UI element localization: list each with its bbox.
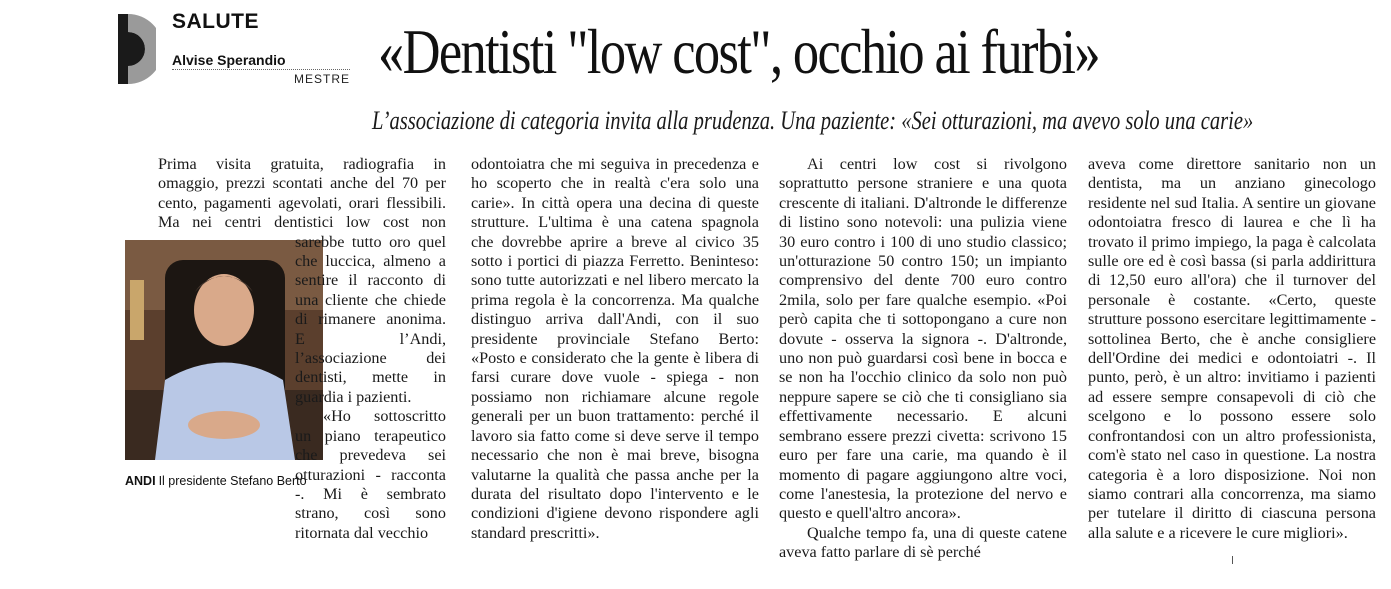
article-paragraph: aveva come direttore sanitario non un dentista, ma un anziano ginecologo residente nel sud Italia. A sentire un giovane odontoiatra fresco di laurea e che lì ha trovato il primo impiego, la paga è calcolata sulle ore ed è così bassa (si parla addirittura di 12,50 euro all'ora) che il turnover del personale è costante. «Certo, queste strutture possono esercitare legittimamente - sottolinea Berto, che è anche consigliere dell'Ordine dei medici e odontoiatri -. Il punto, però, è un altro: invitiamo i pazienti ad essere sempre consapevoli di ciò che scelgono e lo possono essere solo confrontandosi con un altro professionista, com'è stato nel caso in questione. La nostra categoria è a loro disposizione. Noi non siamo contrari alla concorrenza, ma siamo per tutelare il diritto di ciascuna persona alla salute e a ricevere le cure migliori». [1088, 155, 1376, 542]
article-paragraph: «Ho sottoscritto un piano terapeutico che prevedeva sei otturazioni - racconta -. Mi è sembrato strano, così sono ritornata dal vecchio [295, 407, 446, 542]
end-mark [1232, 556, 1233, 564]
article-paragraph: odontoiatra che mi seguiva in precedenza e ho scoperto che in realtà c'era solo una carie». In città opera una decina di queste strutture. L'ultima è una catena spagnola che dovrebbe aprire a breve al civico 35 sotto i portici di piazza Ferretto. Beninteso: sono tutte autorizzati e nel libero mercato la prima regola è la concorrenza. Ma qualche distinguo arriva dall'Andi, con il suo presidente provinciale Stefano Berto: «Posto e considerato che la gente è libera di farsi curare dove vuole - spiega - non possiamo non richiamare alcune regole generali per un buon trattamento: perché il lavoro sia fatto come si deve serve il tempo necessario che non è mai breve, bisogna valutarne la qualità che passa anche per la durata del risultato dopo l'intervento e le condizioni d'igiene devono rispondere agli standard prescritti». [471, 155, 759, 542]
article-column-4 [1088, 155, 1376, 543]
article-column-2 [471, 155, 759, 543]
photo-caption-label: ANDI [125, 474, 156, 488]
article-paragraph: Prima visita gratuita, radiografia in omaggio, prezzi scontati anche del 70 per cento, pagamenti agevolati, orari flessibili. Ma nei centri dentistici low cost non sarebbe tutto oro quel che luccica, almeno a sentire il racconto di una cliente che chiede di rimanere anonima. E l’Andi, l’associazione dei dentisti, mette in guardia i pazienti. [158, 155, 446, 406]
photo-caption-text: Il presidente Stefano Berto [158, 474, 307, 488]
headline: «Dentisti "low cost", occhio ai furbi» [378, 16, 1099, 87]
article-paragraph: Ai centri low cost si rivolgono soprattutto persone straniere e una quota crescente di italiani. D'altronde le differenze di listino sono notevoli: una pulizia viene 30 euro contro i 100 di uno studio classico; un'otturazione 50 contro 150; un impianto comprensivo del dente 700 euro contro 2mila, solo per fare qualche esempio. «Poi però capita che ti sottopongano a cure non dovute - osserva la signora -. D'altronde, uno non può guardarsi così bene in bocca e se non ha l'occhio clinico da solo non può neppure sapere se ciò che ti consigliano sia effettivamente necessario. E alcuni sembrano essere prezzi civetta: scrivono 15 euro per fare una carie, ma quando è il momento di pagare aggiungono altre voci, come l'anestesia, la protezione del nervo e questo e quell'altro ancora». [779, 155, 1067, 523]
article-column-1 [158, 155, 446, 545]
article-paragraph: Qualche tempo fa, una di queste catene aveva fatto parlare di sè perché [779, 523, 1067, 562]
section-logo-icon [118, 14, 156, 84]
author-byline: Alvise Sperandio [172, 52, 350, 70]
section-label: SALUTE [172, 10, 259, 33]
dateline-city: MESTRE [293, 72, 350, 86]
article-column-3 [779, 155, 1067, 563]
photo-space [125, 240, 295, 545]
subheadline: L’associazione di categoria invita alla prudenza. Una paziente: «Sei otturazioni, ma avevo solo una carie» [372, 106, 1254, 135]
